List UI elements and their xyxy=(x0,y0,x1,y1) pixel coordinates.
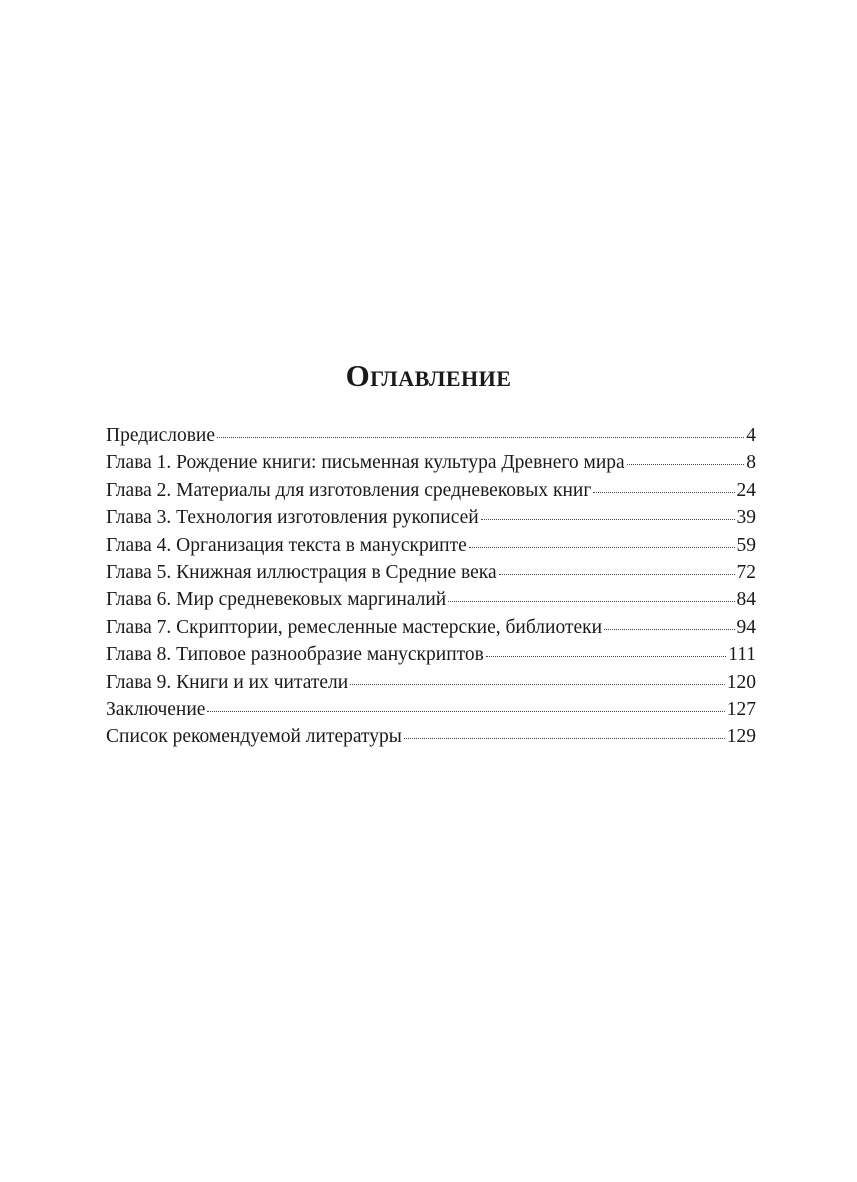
toc-entry-label: Глава 5. Книжная иллюстрация в Средние века xyxy=(106,561,497,583)
toc-entry-label: Глава 4. Организация текста в манускрипте xyxy=(106,534,467,556)
toc-entry-label: Список рекомендуемой литературы xyxy=(106,726,402,748)
toc-entry-page-number: 4 xyxy=(746,425,756,446)
toc-entry-page-number: 59 xyxy=(736,534,756,556)
toc-entry-preface[interactable] xyxy=(106,422,756,449)
toc-entry-chapter-8[interactable] xyxy=(106,641,756,668)
toc-entry-page-number: 24 xyxy=(736,479,756,501)
dot-leader xyxy=(604,629,734,630)
toc-entry-page-number: 111 xyxy=(728,644,756,666)
toc-entry-chapter-6[interactable] xyxy=(106,586,756,613)
toc-entry-page-number: 94 xyxy=(736,616,756,638)
toc-entry-label: Заключение xyxy=(106,698,206,720)
toc-entry-label: Глава 9. Книги и их читатели xyxy=(106,671,349,693)
toc-entry-page-number: 84 xyxy=(736,589,756,611)
toc-entry-chapter-5[interactable] xyxy=(106,559,756,586)
dot-leader xyxy=(448,601,734,602)
dot-leader xyxy=(469,547,735,548)
page-title: Оглавление xyxy=(345,358,512,393)
toc-entry-chapter-7[interactable] xyxy=(106,614,756,641)
toc-entry-page-number: 39 xyxy=(736,507,756,529)
dot-leader xyxy=(499,574,735,575)
toc-entry-conclusion[interactable] xyxy=(106,696,756,723)
toc-entry-chapter-1[interactable] xyxy=(106,449,756,476)
toc-entry-label: Глава 3. Технология изготовления рукописей xyxy=(106,507,479,529)
toc-entry-chapter-9[interactable] xyxy=(106,669,756,696)
toc-entry-label: Предисловие xyxy=(106,425,216,446)
toc-entry-page-number: 120 xyxy=(726,671,756,693)
toc-entry-page-number: 129 xyxy=(726,726,756,748)
toc-entry-chapter-4[interactable] xyxy=(106,532,756,559)
toc-entry-page-number: 8 xyxy=(746,452,756,474)
dot-leader xyxy=(350,684,725,685)
dot-leader xyxy=(486,656,726,657)
toc-entry-label: Глава 8. Типовое разнообразие манускриптов xyxy=(106,644,484,666)
dot-leader xyxy=(627,464,745,465)
table-of-contents xyxy=(106,422,756,751)
toc-entry-label: Глава 2. Материалы для изготовления средневековых книг xyxy=(106,479,592,501)
dot-leader xyxy=(404,738,725,739)
dot-leader xyxy=(207,711,724,712)
toc-entry-chapter-2[interactable] xyxy=(106,477,756,504)
toc-entry-page-number: 72 xyxy=(736,561,756,583)
toc-entry-label: Глава 7. Скриптории, ремесленные мастерские, библиотеки xyxy=(106,616,603,638)
toc-entry-chapter-3[interactable] xyxy=(106,504,756,531)
toc-entry-bibliography[interactable] xyxy=(106,723,756,750)
toc-entry-label: Глава 6. Мир средневековых маргиналий xyxy=(106,589,447,611)
dot-leader xyxy=(481,519,735,520)
toc-entry-page-number: 127 xyxy=(726,698,756,720)
toc-entry-label: Глава 1. Рождение книги: письменная культура Древнего мира xyxy=(106,452,625,474)
dot-leader xyxy=(217,437,744,438)
dot-leader xyxy=(593,492,734,493)
